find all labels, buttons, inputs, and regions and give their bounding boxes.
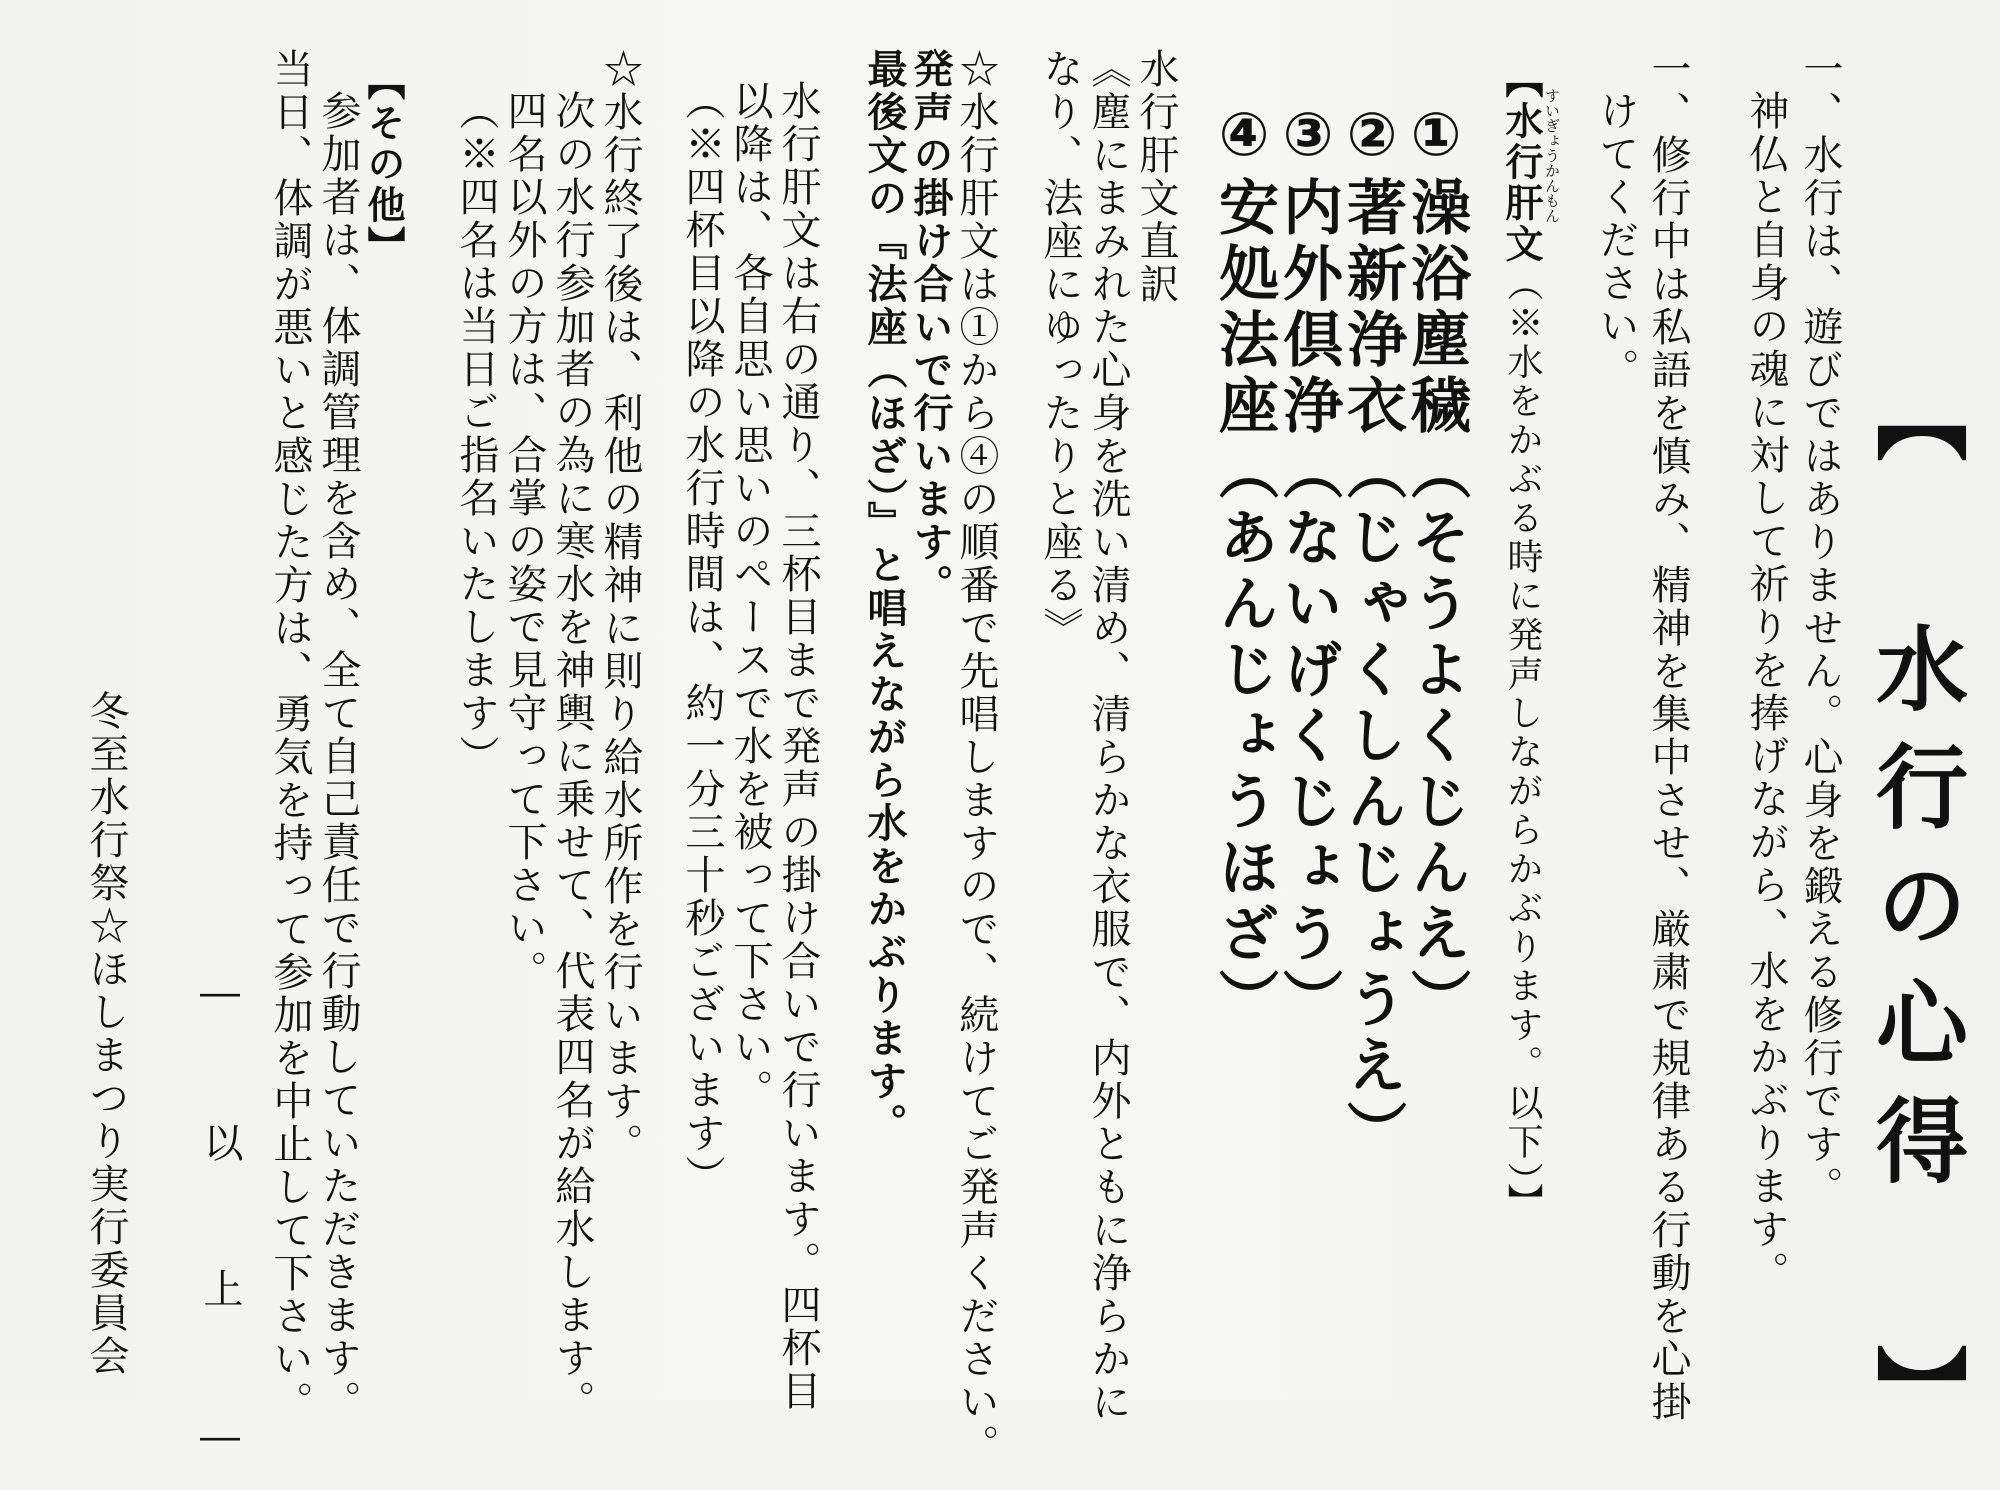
translation-heading: 水行肝文直訳 xyxy=(1133,48,1179,306)
chant-2: ②著新浄衣（じゃくしんじょうえ） xyxy=(1337,100,1407,1166)
rule-line-2: 神仏と自身の魂に対して祈りを捧げながら、水をかぶります。 xyxy=(1743,90,1789,1294)
rhythm-line-2: 以降は、各自思い思いのペースで水を被って下さい。 xyxy=(727,80,773,1112)
page-title: 【 水行の心得 】 xyxy=(1861,370,1968,1462)
rule-line-1: 一、水行は、遊びではありません。心身を鍛える修行です。 xyxy=(1797,48,1843,1209)
procedure-line-3: 最後文の『法座（ほざ）』と唱えながら水をかぶります。 xyxy=(861,48,908,1146)
sutra-heading-ruby: すいぎょうかんもん xyxy=(1543,88,1561,223)
procedure-line-2: 発声の掛け合いで行います。 xyxy=(907,48,954,607)
chant-1: ①澡浴塵穢（そうよくじんえ） xyxy=(1401,100,1471,1034)
rhythm-line-1: 水行肝文は右の通り、三杯目まで発声の掛け合いで行います。四杯目 xyxy=(775,80,821,1413)
after-line-2: 次の水行参加者の為に寒水を神輿に乗せて、代表四名が給水します。 xyxy=(549,90,595,1423)
rule-line-4: けてください。 xyxy=(1593,90,1639,391)
after-line-3: 四名以外の方は、合掌の姿で見守って下さい。 xyxy=(501,90,547,993)
after-line-1: ☆水行終了後は、利他の精神に則り給水所作を行います。 xyxy=(597,48,643,1166)
after-line-4: （※四名は当日ご指名いたします） xyxy=(453,90,499,778)
sutra-heading-note: （※水をかぶる時に発声しながらかぶります。以下）】 xyxy=(1502,265,1543,1222)
chant-3: ③内外倶浄（ないげくじょう） xyxy=(1273,100,1343,1034)
chant-4: ④安処法座（あんじょうほざ） xyxy=(1209,100,1279,1034)
organizer-name: 冬至水行祭☆ほしまつり実行委員会 xyxy=(83,690,129,1378)
translation-line-1: 《塵にまみれた心身を洗い清め、清らかな衣服で、内外ともに浄らかに xyxy=(1085,48,1131,1424)
other-heading: 【その他】 xyxy=(361,62,405,267)
sutra-heading: 【水行肝文 xyxy=(1499,60,1543,265)
closing-mark: ― 以 上 ― xyxy=(197,970,243,1490)
other-line-2: 当日、体調が悪いと感じた方は、勇気を持って参加を中止して下さい。 xyxy=(267,48,313,1424)
rhythm-line-3: （※四杯目以降の水行時間は、約一分三十秒ございます） xyxy=(679,80,725,1198)
rule-line-3: 一、修行中は私語を慎み、精神を集中させ、厳粛で規律ある行動を心掛 xyxy=(1645,48,1691,1424)
other-line-1: 参加者は、体調管理を含め、全て自己責任で行動していただきます。 xyxy=(315,90,361,1423)
procedure-line-1: ☆水行肝文は①から④の順番で先唱しますので、続けてご発声ください。 xyxy=(953,48,999,1467)
translation-line-2: なり、法座にゆったりと座る》 xyxy=(1037,48,1083,650)
